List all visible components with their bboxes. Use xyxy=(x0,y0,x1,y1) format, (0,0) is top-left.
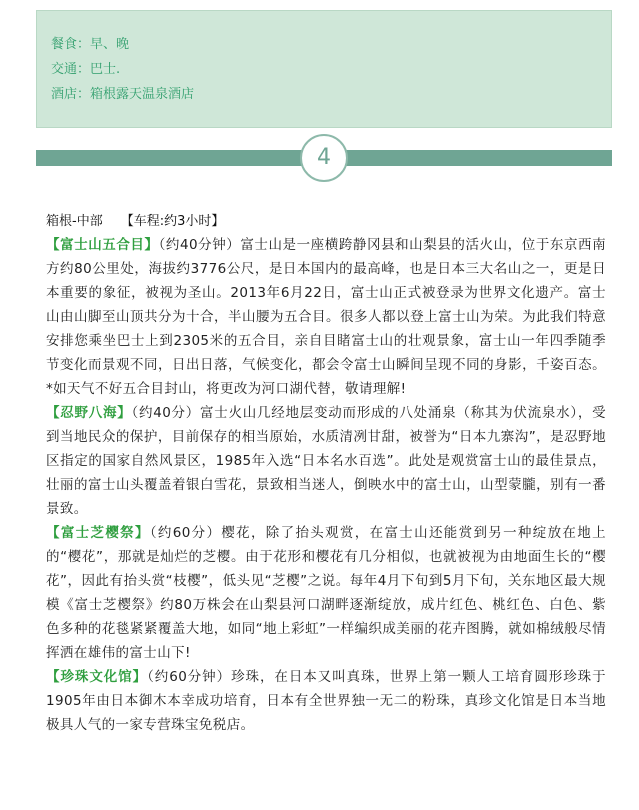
section-tag: 【忍野八海】 xyxy=(46,405,132,421)
section-tag: 【富士芝樱祭】 xyxy=(46,525,150,541)
hotel-line xyxy=(51,83,194,102)
section-text: （约60分）樱花，除了抬头观赏，在富士山还能赏到另一种绽放在地上的“樱花”，那就是灿烂的芝樱。由于花形和樱花有几分相似，也就被视为由地面生长的“樱花”，因此有抬头赏“枝樱”，低头见“芝樱”之说。每年4月下旬到5月下旬，关东地区最大规模《富士芝樱祭》约80万株会在山梨县河口湖畔逐渐绽放，成片红色、桃红色、白色、紫色多种的花毯紧紧覆盖大地，如同“地上彩虹”一样编织成美丽的花卉图腾，就如棉绒般尽情挥洒在雄伟的富士山下! xyxy=(46,525,606,661)
section-text: （约40分钟）富士山是一座横跨静冈县和山梨县的活火山，位于东京西南方约80公里处，海拔约3776公尺，是日本国内的最高峰，也是日本三大名山之一，更是日本重要的象征，被视为圣山。2013年6月22日，富士山正式被登录为世界文化遗产。富士山由山脚至山顶共分为十合，半山腰为五合目。很多人都以登上富士山为荣。为此我们特意安排您乘坐巴士上到2305米的五合目，亲自目睹富士山的壮观景象，富士山一年四季随季节变化而景观不同，日出日落，气候变化，都会令富士山瞬间呈现不同的身影，千姿百态。*如天气不好五合目封山，将更改为河口湖代替，敬请理解! xyxy=(46,237,606,397)
section-tag: 【珍珠文化馆】 xyxy=(46,669,148,685)
meals-value: 早、晚 xyxy=(90,37,130,52)
meals-line xyxy=(51,33,129,52)
section-text: （约40分）富士火山几经地层变动而形成的八处涌泉（称其为伏流泉水），受到当地民众的保护，目前保存的相当原始，水质清冽甘甜，被誉为“日本九寨沟”，是忍野地区指定的国家自然风景区，1985年入选“日本名水百选”。此处是观赏富士山的最佳景点，壮丽的富士山头覆盖着银白雪花，景致相当迷人，倒映水中的富士山，山型蒙朧，别有一番景致。 xyxy=(46,405,606,517)
section-shibazakura xyxy=(46,521,606,665)
transport-line xyxy=(51,58,120,77)
hotel-value: 箱根露天温泉酒店 xyxy=(90,87,195,102)
section-pearl-museum xyxy=(46,665,606,737)
route-time: 【车程:约3小时】 xyxy=(120,214,225,229)
day-number-badge: 4 xyxy=(300,134,348,182)
meals-label: 餐食： xyxy=(51,37,91,52)
section-tag: 【富士山五合目】 xyxy=(46,237,159,253)
route-name: 箱根-中部 xyxy=(46,214,103,229)
hotel-label: 酒店： xyxy=(51,87,91,102)
itinerary-content xyxy=(46,210,606,737)
section-oshino-hakkai xyxy=(46,401,606,521)
section-fuji-5th-station xyxy=(46,233,606,401)
transport-value: 巴士. xyxy=(90,62,121,77)
transport-label: 交通： xyxy=(51,62,91,77)
route-header xyxy=(46,210,606,229)
section-text: （约60分钟）珍珠，在日本又叫真珠，世界上第一颗人工培育圆形珍珠于1905年由日本御木本幸成功培育，日本有全世界独一无二的粉珠，真珍文化馆是日本当地极具人气的一家专营珠宝免税店。 xyxy=(46,669,606,733)
summary-box xyxy=(36,10,612,128)
